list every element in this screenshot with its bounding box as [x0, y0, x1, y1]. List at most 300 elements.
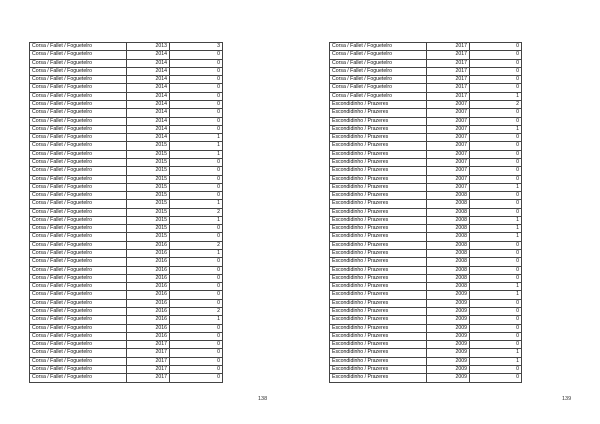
location-cell: Corsa / Fallet / Foguetelro [30, 67, 127, 75]
table-row [30, 200, 223, 208]
year-cell: 2008 [427, 283, 470, 291]
location-cell: Escondidinho / Prazeres [330, 316, 427, 324]
table-row [330, 324, 522, 332]
table-row [330, 43, 522, 51]
table-row [330, 183, 522, 191]
year-cell: 2016 [127, 274, 170, 282]
count-cell: 0 [170, 365, 223, 373]
count-cell: 0 [170, 341, 223, 349]
table-row [30, 316, 223, 324]
table-row [30, 365, 223, 373]
location-cell: Corsa / Fallet / Foguetelro [330, 76, 427, 84]
year-cell: 2017 [127, 374, 170, 382]
location-cell: Corsa / Fallet / Foguetelro [30, 332, 127, 340]
count-cell: 1 [470, 225, 522, 233]
count-cell: 0 [470, 374, 522, 382]
table-row [30, 142, 223, 150]
count-cell: 0 [470, 200, 522, 208]
location-cell: Corsa / Fallet / Foguetelro [30, 216, 127, 224]
year-cell: 2014 [127, 109, 170, 117]
table-row [330, 258, 522, 266]
table-row [330, 208, 522, 216]
location-cell: Corsa / Fallet / Foguetelro [30, 316, 127, 324]
location-cell: Escondidinho / Prazeres [330, 167, 427, 175]
location-cell: Corsa / Fallet / Foguetelro [30, 51, 127, 59]
count-cell: 0 [470, 324, 522, 332]
location-cell: Escondidinho / Prazeres [330, 225, 427, 233]
year-cell: 2015 [127, 225, 170, 233]
table-row [330, 192, 522, 200]
location-cell: Escondidinho / Prazeres [330, 142, 427, 150]
count-cell: 0 [470, 134, 522, 142]
table-row [30, 225, 223, 233]
table-row [30, 299, 223, 307]
table-row [330, 92, 522, 100]
table-row [330, 357, 522, 365]
year-cell: 2014 [127, 125, 170, 133]
year-cell: 2015 [127, 183, 170, 191]
location-cell: Corsa / Fallet / Foguetelro [30, 158, 127, 166]
count-cell: 0 [470, 142, 522, 150]
count-cell: 2 [170, 308, 223, 316]
table-row [30, 266, 223, 274]
year-cell: 2007 [427, 142, 470, 150]
year-cell: 2014 [127, 59, 170, 67]
year-cell: 2008 [427, 241, 470, 249]
table-row [30, 125, 223, 133]
table-row [330, 84, 522, 92]
location-cell: Corsa / Fallet / Foguetelro [30, 258, 127, 266]
count-cell: 1 [470, 283, 522, 291]
table-row [30, 84, 223, 92]
year-cell: 2017 [427, 92, 470, 100]
year-cell: 2009 [427, 365, 470, 373]
page-number: 139 [562, 396, 572, 402]
count-cell: 0 [470, 308, 522, 316]
location-cell: Corsa / Fallet / Foguetelro [30, 225, 127, 233]
table-row [330, 241, 522, 249]
table-row [330, 100, 522, 108]
location-cell: Escondidinho / Prazeres [330, 250, 427, 258]
year-cell: 2014 [127, 84, 170, 92]
location-cell: Corsa / Fallet / Foguetelro [30, 374, 127, 382]
count-cell: 0 [470, 299, 522, 307]
count-cell: 0 [470, 117, 522, 125]
count-cell: 1 [470, 216, 522, 224]
year-cell: 2008 [427, 266, 470, 274]
table-row [30, 67, 223, 75]
count-cell: 1 [170, 134, 223, 142]
count-cell: 1 [170, 142, 223, 150]
count-cell: 1 [470, 125, 522, 133]
count-cell: 0 [170, 274, 223, 282]
year-cell: 2017 [427, 59, 470, 67]
count-cell: 0 [470, 76, 522, 84]
table-row [330, 109, 522, 117]
year-cell: 2017 [427, 51, 470, 59]
table-row [330, 332, 522, 340]
location-cell: Corsa / Fallet / Foguetelro [330, 92, 427, 100]
count-cell: 0 [470, 158, 522, 166]
year-cell: 2014 [127, 100, 170, 108]
location-cell: Corsa / Fallet / Foguetelro [30, 92, 127, 100]
location-cell: Corsa / Fallet / Foguetelro [30, 233, 127, 241]
count-cell: 0 [470, 109, 522, 117]
table-row [30, 134, 223, 142]
table-body [30, 43, 223, 383]
count-cell: 0 [470, 365, 522, 373]
location-cell: Escondidinho / Prazeres [330, 308, 427, 316]
table-row [330, 125, 522, 133]
location-cell: Corsa / Fallet / Foguetelro [330, 51, 427, 59]
location-cell: Corsa / Fallet / Foguetelro [30, 125, 127, 133]
year-cell: 2016 [127, 241, 170, 249]
location-cell: Corsa / Fallet / Foguetelro [30, 341, 127, 349]
year-cell: 2009 [427, 341, 470, 349]
table-row [30, 59, 223, 67]
count-cell: 0 [170, 324, 223, 332]
table-row [330, 349, 522, 357]
count-cell: 0 [470, 241, 522, 249]
count-cell: 0 [170, 357, 223, 365]
location-cell: Escondidinho / Prazeres [330, 109, 427, 117]
year-cell: 2009 [427, 291, 470, 299]
location-cell: Escondidinho / Prazeres [330, 274, 427, 282]
count-cell: 2 [170, 241, 223, 249]
table-row [330, 200, 522, 208]
table-row [30, 100, 223, 108]
table-row [30, 43, 223, 51]
table-row [30, 357, 223, 365]
year-cell: 2007 [427, 175, 470, 183]
location-cell: Escondidinho / Prazeres [330, 324, 427, 332]
table-row [330, 175, 522, 183]
location-cell: Escondidinho / Prazeres [330, 233, 427, 241]
location-cell: Corsa / Fallet / Foguetelro [30, 299, 127, 307]
location-cell: Corsa / Fallet / Foguetelro [30, 365, 127, 373]
year-cell: 2008 [427, 233, 470, 241]
location-cell: Corsa / Fallet / Foguetelro [330, 67, 427, 75]
count-cell: 0 [470, 51, 522, 59]
table-row [330, 374, 522, 382]
table-row [30, 233, 223, 241]
year-cell: 2016 [127, 258, 170, 266]
table-row [30, 274, 223, 282]
table-row [330, 134, 522, 142]
count-cell: 1 [170, 216, 223, 224]
location-cell: Escondidinho / Prazeres [330, 208, 427, 216]
table-row [30, 291, 223, 299]
location-cell: Escondidinho / Prazeres [330, 117, 427, 125]
count-cell: 0 [470, 258, 522, 266]
count-cell: 0 [170, 266, 223, 274]
table-row [330, 150, 522, 158]
year-cell: 2015 [127, 167, 170, 175]
table-row [30, 250, 223, 258]
location-cell: Corsa / Fallet / Foguetelro [30, 266, 127, 274]
location-cell: Corsa / Fallet / Foguetelro [30, 100, 127, 108]
table-row [30, 76, 223, 84]
table-row [30, 92, 223, 100]
count-cell: 0 [470, 67, 522, 75]
count-cell: 1 [470, 349, 522, 357]
table-row [330, 216, 522, 224]
table-row [30, 167, 223, 175]
count-cell: 1 [170, 200, 223, 208]
location-cell: Escondidinho / Prazeres [330, 374, 427, 382]
year-cell: 2007 [427, 100, 470, 108]
count-cell: 0 [470, 316, 522, 324]
year-cell: 2007 [427, 125, 470, 133]
location-cell: Escondidinho / Prazeres [330, 241, 427, 249]
year-cell: 2016 [127, 299, 170, 307]
year-cell: 2016 [127, 283, 170, 291]
location-cell: Escondidinho / Prazeres [330, 349, 427, 357]
year-cell: 2017 [427, 84, 470, 92]
table-row [330, 316, 522, 324]
year-cell: 2014 [127, 117, 170, 125]
count-cell: 1 [470, 183, 522, 191]
location-cell: Escondidinho / Prazeres [330, 200, 427, 208]
count-cell: 0 [470, 341, 522, 349]
year-cell: 2007 [427, 117, 470, 125]
table-row [30, 109, 223, 117]
year-cell: 2009 [427, 324, 470, 332]
count-cell: 0 [170, 51, 223, 59]
location-cell: Corsa / Fallet / Foguetelro [30, 76, 127, 84]
year-cell: 2008 [427, 216, 470, 224]
count-cell: 1 [470, 357, 522, 365]
year-cell: 2008 [427, 208, 470, 216]
location-cell: Escondidinho / Prazeres [330, 299, 427, 307]
count-cell: 0 [170, 67, 223, 75]
location-cell: Escondidinho / Prazeres [330, 258, 427, 266]
count-cell: 0 [470, 59, 522, 67]
count-cell: 0 [470, 274, 522, 282]
location-cell: Corsa / Fallet / Foguetelro [30, 134, 127, 142]
location-cell: Corsa / Fallet / Foguetelro [30, 109, 127, 117]
count-cell: 0 [170, 175, 223, 183]
data-table-left [29, 42, 223, 383]
location-cell: Corsa / Fallet / Foguetelro [330, 59, 427, 67]
year-cell: 2008 [427, 200, 470, 208]
count-cell: 0 [470, 332, 522, 340]
location-cell: Escondidinho / Prazeres [330, 175, 427, 183]
count-cell: 0 [170, 258, 223, 266]
table-row [30, 150, 223, 158]
table-row [330, 142, 522, 150]
location-cell: Escondidinho / Prazeres [330, 158, 427, 166]
table-row [30, 374, 223, 382]
location-cell: Escondidinho / Prazeres [330, 291, 427, 299]
table-row [330, 158, 522, 166]
year-cell: 2009 [427, 332, 470, 340]
location-cell: Corsa / Fallet / Foguetelro [30, 250, 127, 258]
location-cell: Corsa / Fallet / Foguetelro [30, 175, 127, 183]
table-row [330, 341, 522, 349]
table-row [330, 308, 522, 316]
location-cell: Escondidinho / Prazeres [330, 134, 427, 142]
count-cell: 1 [170, 250, 223, 258]
year-cell: 2009 [427, 357, 470, 365]
count-cell: 0 [170, 109, 223, 117]
table-row [330, 225, 522, 233]
year-cell: 2007 [427, 158, 470, 166]
location-cell: Corsa / Fallet / Foguetelro [30, 142, 127, 150]
table-row [30, 51, 223, 59]
year-cell: 2008 [427, 258, 470, 266]
year-cell: 2015 [127, 175, 170, 183]
year-cell: 2017 [427, 67, 470, 75]
table-row [30, 216, 223, 224]
count-cell: 0 [170, 349, 223, 357]
year-cell: 2007 [427, 134, 470, 142]
table-row [30, 117, 223, 125]
location-cell: Corsa / Fallet / Foguetelro [30, 117, 127, 125]
count-cell: 0 [470, 43, 522, 51]
location-cell: Corsa / Fallet / Foguetelro [30, 241, 127, 249]
table-row [330, 365, 522, 373]
year-cell: 2014 [127, 76, 170, 84]
location-cell: Escondidinho / Prazeres [330, 357, 427, 365]
count-cell: 0 [470, 175, 522, 183]
count-cell: 1 [470, 291, 522, 299]
year-cell: 2015 [127, 200, 170, 208]
table-row [330, 266, 522, 274]
location-cell: Corsa / Fallet / Foguetelro [30, 167, 127, 175]
location-cell: Escondidinho / Prazeres [330, 125, 427, 133]
location-cell: Escondidinho / Prazeres [330, 365, 427, 373]
year-cell: 2008 [427, 274, 470, 282]
count-cell: 1 [170, 150, 223, 158]
year-cell: 2007 [427, 150, 470, 158]
table-row [330, 67, 522, 75]
table-row [330, 51, 522, 59]
location-cell: Corsa / Fallet / Foguetelro [30, 274, 127, 282]
year-cell: 2007 [427, 183, 470, 191]
location-cell: Corsa / Fallet / Foguetelro [30, 43, 127, 51]
page-number: 138 [258, 396, 268, 402]
year-cell: 2009 [427, 308, 470, 316]
year-cell: 2017 [427, 43, 470, 51]
location-cell: Escondidinho / Prazeres [330, 183, 427, 191]
count-cell: 0 [470, 84, 522, 92]
count-cell: 0 [170, 183, 223, 191]
location-cell: Corsa / Fallet / Foguetelro [30, 59, 127, 67]
year-cell: 2015 [127, 208, 170, 216]
table-row [330, 291, 522, 299]
table-row [330, 59, 522, 67]
count-cell: 0 [170, 76, 223, 84]
year-cell: 2017 [127, 357, 170, 365]
table-row [330, 283, 522, 291]
year-cell: 2013 [127, 43, 170, 51]
location-cell: Corsa / Fallet / Foguetelro [30, 84, 127, 92]
location-cell: Escondidinho / Prazeres [330, 192, 427, 200]
count-cell: 0 [170, 92, 223, 100]
year-cell: 2017 [427, 76, 470, 84]
count-cell: 2 [170, 208, 223, 216]
count-cell: 0 [470, 208, 522, 216]
year-cell: 2009 [427, 299, 470, 307]
table-row [30, 258, 223, 266]
count-cell: 0 [470, 167, 522, 175]
table-row [30, 283, 223, 291]
location-cell: Corsa / Fallet / Foguetelro [330, 84, 427, 92]
location-cell: Corsa / Fallet / Foguetelro [30, 349, 127, 357]
year-cell: 2015 [127, 216, 170, 224]
count-cell: 3 [170, 43, 223, 51]
table-row [30, 341, 223, 349]
table-body [330, 43, 522, 383]
location-cell: Escondidinho / Prazeres [330, 150, 427, 158]
location-cell: Corsa / Fallet / Foguetelro [30, 291, 127, 299]
count-cell: 0 [170, 117, 223, 125]
table-row [330, 250, 522, 258]
year-cell: 2014 [127, 134, 170, 142]
table-row [330, 76, 522, 84]
year-cell: 2009 [427, 349, 470, 357]
location-cell: Corsa / Fallet / Foguetelro [30, 208, 127, 216]
table-row [330, 167, 522, 175]
table-row [30, 158, 223, 166]
year-cell: 2007 [427, 167, 470, 175]
year-cell: 2014 [127, 67, 170, 75]
table-row [30, 208, 223, 216]
location-cell: Corsa / Fallet / Foguetelro [30, 200, 127, 208]
year-cell: 2017 [127, 349, 170, 357]
location-cell: Corsa / Fallet / Foguetelro [30, 324, 127, 332]
location-cell: Escondidinho / Prazeres [330, 216, 427, 224]
count-cell: 0 [170, 233, 223, 241]
year-cell: 2016 [127, 250, 170, 258]
year-cell: 2016 [127, 308, 170, 316]
year-cell: 2015 [127, 150, 170, 158]
year-cell: 2015 [127, 158, 170, 166]
table-row [330, 299, 522, 307]
table-row [330, 274, 522, 282]
count-cell: 0 [170, 158, 223, 166]
table-row [330, 117, 522, 125]
year-cell: 2016 [127, 291, 170, 299]
year-cell: 2016 [127, 324, 170, 332]
location-cell: Corsa / Fallet / Foguetelro [30, 192, 127, 200]
table-row [30, 183, 223, 191]
year-cell: 2009 [427, 316, 470, 324]
location-cell: Escondidinho / Prazeres [330, 283, 427, 291]
table-row [30, 241, 223, 249]
location-cell: Corsa / Fallet / Foguetelro [330, 43, 427, 51]
count-cell: 0 [170, 283, 223, 291]
year-cell: 2015 [127, 233, 170, 241]
location-cell: Escondidinho / Prazeres [330, 100, 427, 108]
table-row [30, 324, 223, 332]
count-cell: 0 [170, 192, 223, 200]
location-cell: Corsa / Fallet / Foguetelro [30, 150, 127, 158]
year-cell: 2007 [427, 109, 470, 117]
location-cell: Corsa / Fallet / Foguetelro [30, 308, 127, 316]
count-cell: 0 [470, 266, 522, 274]
count-cell: 0 [170, 332, 223, 340]
count-cell: 0 [170, 59, 223, 67]
table-row [30, 308, 223, 316]
count-cell: 0 [170, 225, 223, 233]
location-cell: Escondidinho / Prazeres [330, 332, 427, 340]
data-table-right [329, 42, 522, 383]
year-cell: 2009 [427, 374, 470, 382]
count-cell: 0 [170, 299, 223, 307]
location-cell: Escondidinho / Prazeres [330, 341, 427, 349]
